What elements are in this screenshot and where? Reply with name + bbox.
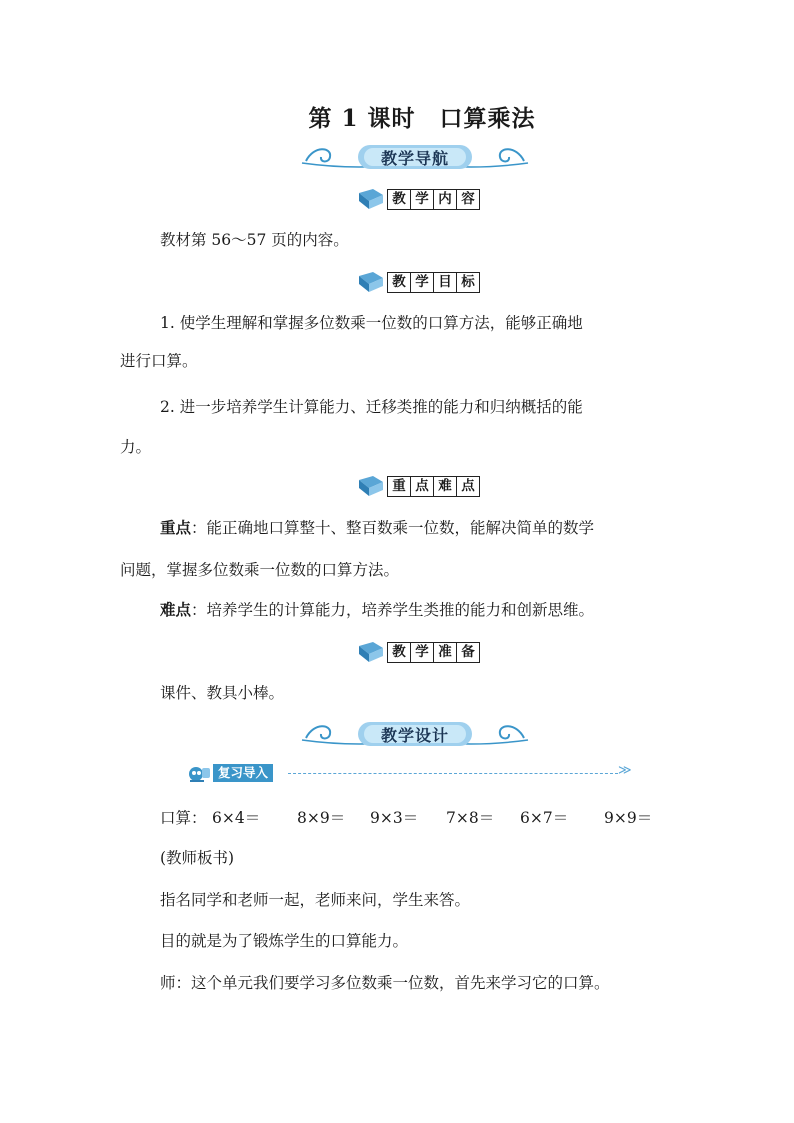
heading-char: 标 [461,274,475,290]
goal-1-line-1: 1. 使学生理解和掌握多位数乘一位数的口算方法，能够正确地 [160,314,583,332]
prep-text: 课件、教具小棒。 [160,684,285,702]
folder-book-icon [357,474,385,498]
robot-mascot-icon [186,762,212,784]
key-point-label: 重点 [160,518,192,537]
heading-char: 目 [434,273,457,292]
heading-char: 难 [434,477,457,496]
heading-char: 重 [388,477,411,496]
section-heading [387,272,480,293]
banner-label: 教学设计 [380,726,449,745]
mental-calc-item: 9×3＝ [370,809,419,827]
section-heading [387,189,480,210]
heading-char: 点 [411,477,434,496]
difficult-point-text: ：培养学生的计算能力，培养学生类推的能力和创新思维。 [191,601,595,619]
body-line-2: 目的就是为了锻炼学生的口算能力。 [160,932,409,950]
banner-teaching-design [300,718,530,752]
folder-book-icon [357,270,385,294]
heading-char: 备 [461,644,475,660]
folder-book-icon [357,640,385,664]
goal-2-line-1: 2. 进一步培养学生计算能力、迁移类推的能力和归纳概括的能 [160,398,583,416]
page-title: 第 1 课时 口算乘法 [308,105,536,132]
heading-char: 学 [411,190,434,209]
banner-label: 教学导航 [380,149,449,168]
folder-book-icon [357,187,385,211]
section-heading [387,476,480,497]
content-text: 教材第 56～57 页的内容。 [160,231,349,249]
heading-char: 教 [388,273,411,292]
mental-calc-prefix: 口算： [160,809,207,827]
mental-calc-item: 7×8＝ [446,809,495,827]
heading-char: 学 [411,273,434,292]
heading-char: 教 [388,190,411,209]
goal-2-line-2: 力。 [120,438,152,456]
mental-calc-item: 9×9＝ [604,809,653,827]
heading-char: 内 [434,190,457,209]
key-point-text: ：能正确地口算整十、整百数乘一位数，能解决简单的数学 [191,519,595,537]
step-review-intro [186,762,656,784]
goal-1-line-2: 进行口算。 [120,352,198,370]
heading-char: 容 [461,191,475,207]
heading-char: 教 [388,643,411,662]
key-point-line-2: 问题，掌握多位数乘一位数的口算方法。 [120,561,400,579]
teacher-note: (教师板书) [160,849,235,867]
difficult-point-label: 难点 [160,600,192,619]
key-point-line-1 [160,518,720,538]
banner-teaching-guide [300,141,530,175]
section-heading [387,642,480,663]
body-line-1: 指名同学和老师一起，老师来问，学生来答。 [160,891,471,909]
body-line-3: 师：这个单元我们要学习多位数乘一位数，首先来学习它的口算。 [160,974,610,992]
dashed-divider [288,773,618,774]
heading-char: 学 [411,643,434,662]
mental-calc-item: 6×7＝ [520,809,569,827]
difficult-point [160,600,720,620]
mental-calc-item: 6×4＝ [212,809,261,827]
step-label: 复习导入 [213,764,273,782]
double-chevron-right-icon: ≫ [618,763,629,778]
heading-char: 点 [461,478,475,494]
heading-char: 准 [434,643,457,662]
mental-calc-item: 8×9＝ [297,809,346,827]
